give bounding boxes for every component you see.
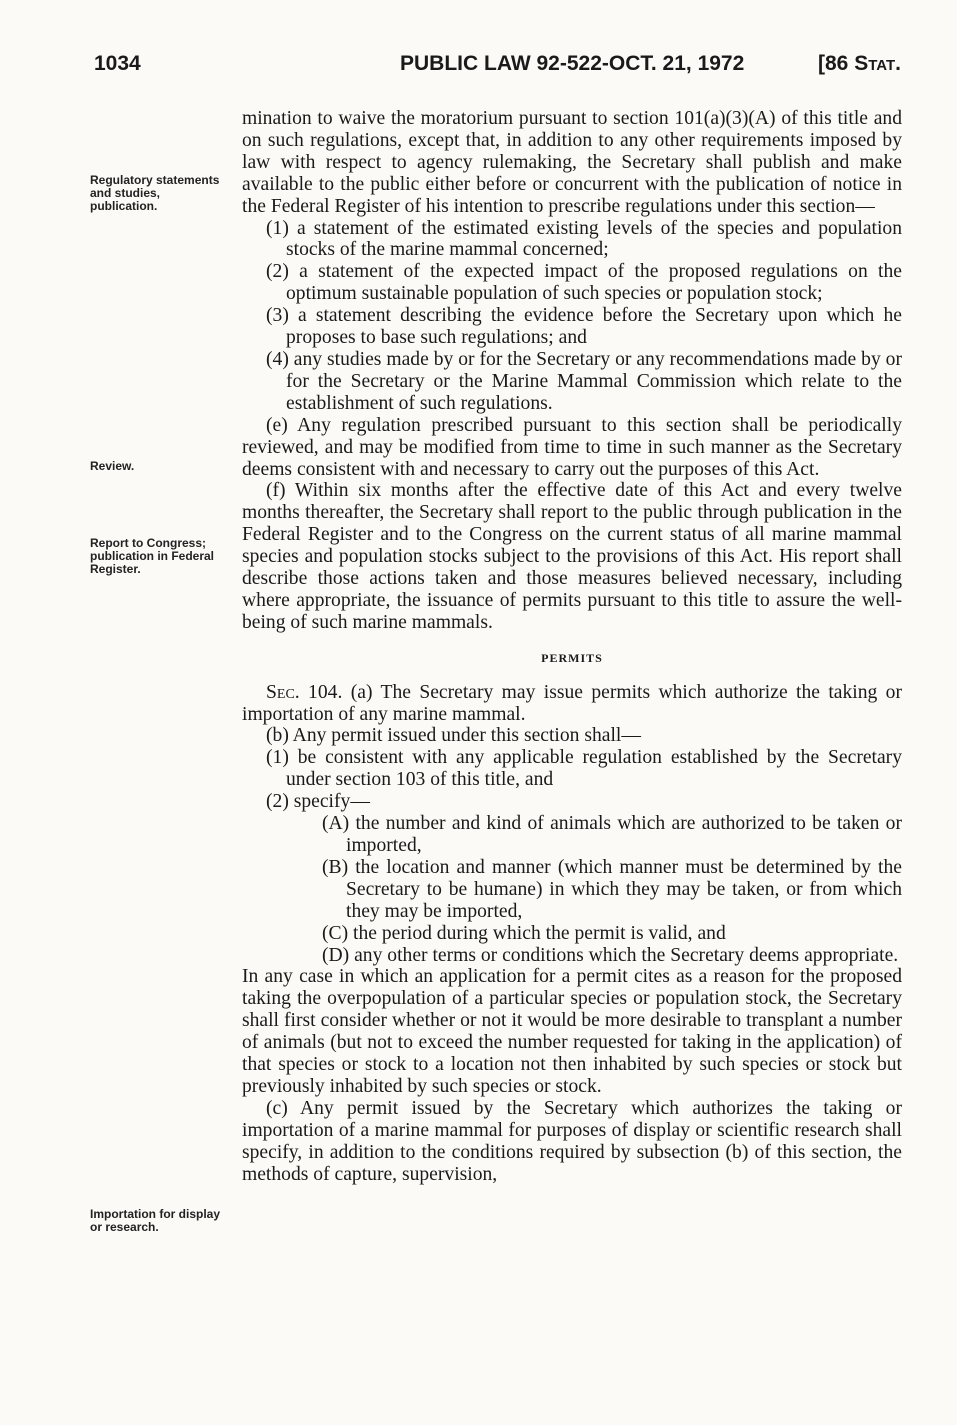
paragraph-any-case: In any case in which an application for a permit cites as a reason for the proposed taking the overpopulation of a particular species or population stock, the Secretary shall first consider whether or not it would be more desirable to transplant a number of animals (but not to exceed the number requested for taking in the application) of that species or stock to a location not then inhabited by such species or stock but previously inhabited by such species or stock. [242,966,902,1097]
statute-volume: [86 [818,52,849,75]
paragraph-c: (c) Any permit issued by the Secretary which authorizes the taking or importation of a marine mammal for purposes of display or scientific research shall specify, in addition to the conditions required by subsection (b) of this section, the methods of capture, supervision, [242,1097,902,1185]
body-text [242,108,902,1186]
list-item-b1: (1) be consistent with any applicable regulation established by the Secretary under section 103 of this title, and [266,747,902,791]
page-number: 1034 [94,52,141,75]
running-title: PUBLIC LAW 92-522-OCT. 21, 1972 [400,52,745,75]
margin-note-regulatory: Regulatory statements and studies, publication. [90,173,220,213]
list-item-b2-d: (D) any other terms or conditions which the Secretary deems appropriate. [322,944,899,966]
list-item-b2: (2) specify— [266,791,370,813]
sec104-a-text: (a) The Secretary may issue permits which authorize the taking or importation of any marine mammal. [242,681,902,725]
list-item-b2-a: (A) the number and kind of animals which are authorized to be taken or imported, [322,813,902,856]
statute-reference [818,52,901,76]
margin-note-report: Report to Congress; publication in Federal Register. [90,536,215,576]
page-header [0,52,957,82]
statute-word: Stat. [854,52,901,75]
list-item-d1: (1) a statement of the estimated existing levels of the species and population stocks of the marine mammal concerned; [266,217,902,261]
margin-note-review: Review. [90,459,135,473]
section-heading: PERMITS [541,650,603,665]
paragraph-intro: mination to waive the moratorium pursuant to section 101(a)(3)(A) of this title and on such regulations, except that, in addition to any other requirements imposed by law with respect to agency rulemaking, the Secretary shall publish and make available to the public either before or concurrent with the publication of notice in the Federal Register of his intention to prescribe regulations under this section— [242,108,902,217]
section-label: Sec. 104. [266,681,343,703]
paragraph-sec104-a [242,682,902,726]
list-item-b2-b: (B) the location and manner (which manner must be determined by the Secretary to be humane) in which they may be taken, or from which they may be imported, [322,856,902,922]
paragraph-e: (e) Any regulation prescribed pursuant to this section shall be periodically reviewed, and may be modified from time to time in such manner as the Secretary deems consistent with and necessary to carry out the purposes of this Act. [242,414,902,480]
paragraph-f: (f) Within six months after the effective date of this Act and every twelve months thereafter, the Secretary shall report to the public through publication in the Federal Register and to the Congress on the current status of all marine mammal species and population stocks subject to the provisions of this Act. His report shall describe those actions taken and those measures believed necessary, including where appropriate, the issuance of permits pursuant to this title to assure the well-being of such marine mammals. [242,480,902,633]
list-item-d4: (4) any studies made by or for the Secretary or any recommendations made by or for the Secretary or the Marine Mammal Commission which relate to the establishment of such regulations. [266,348,902,414]
list-item-b2-c: (C) the period during which the permit is valid, and [322,922,726,944]
list-item-d3: (3) a statement describing the evidence before the Secretary upon which he proposes to base such regulations; and [266,305,902,349]
margin-note-importation: Importation for display or research. [90,1207,221,1234]
paragraph-b: (b) Any permit issued under this section shall— [266,725,641,747]
list-item-d2: (2) a statement of the expected impact of the proposed regulations on the optimum sustainable population of such species or population stock; [266,261,902,305]
